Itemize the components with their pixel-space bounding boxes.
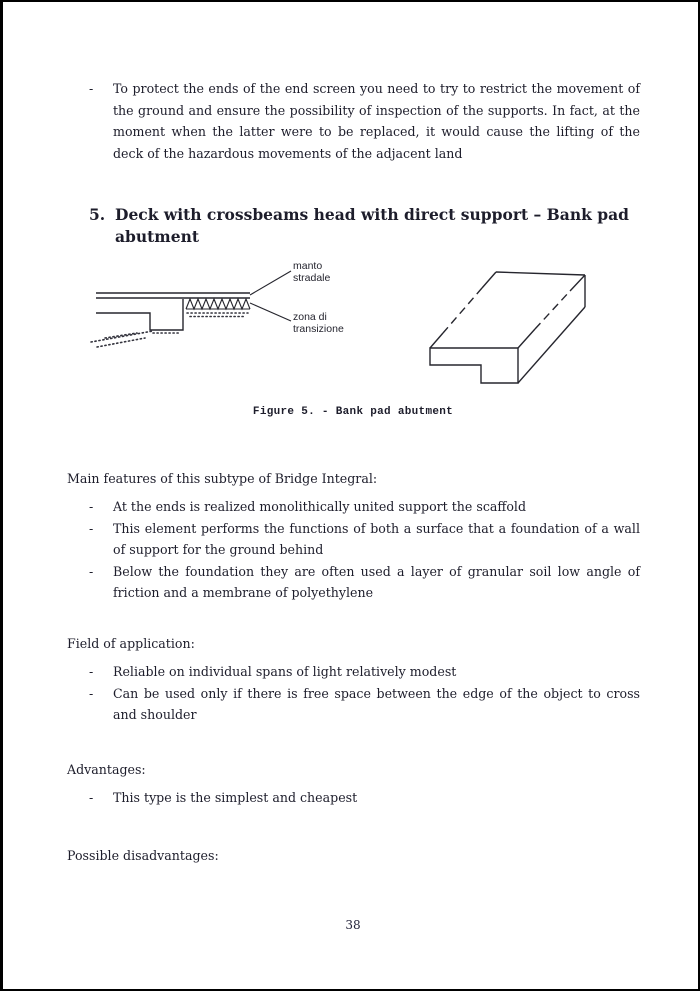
list-item bbox=[89, 496, 640, 518]
cross-section-svg bbox=[73, 252, 363, 357]
label-zona-line2: transizione bbox=[293, 323, 344, 335]
section-title: Field of application: bbox=[67, 636, 195, 651]
section-title: Advantages: bbox=[67, 762, 146, 777]
bullet-marker: - bbox=[89, 520, 94, 536]
right-face-bottom-edge bbox=[518, 307, 585, 383]
list-item bbox=[89, 518, 640, 561]
soil-stipple-3 bbox=[105, 333, 137, 338]
list-item bbox=[89, 683, 640, 726]
heading-number: 5. bbox=[89, 205, 106, 224]
bullet-text: Reliable on individual spans of light relatively modest bbox=[113, 664, 457, 679]
topright-edge-dashed bbox=[535, 291, 570, 329]
leader-line-zona bbox=[250, 303, 291, 321]
section-field-of-application bbox=[67, 633, 640, 726]
abutment-step-outline bbox=[96, 299, 183, 330]
list-item bbox=[89, 561, 640, 604]
label-zona-line1: zona di bbox=[293, 311, 327, 323]
topright-edge-b bbox=[570, 275, 585, 291]
soil-stipple-1 bbox=[91, 331, 153, 342]
transition-zone-hatch bbox=[186, 299, 250, 309]
section-possible-disadvantages bbox=[67, 845, 640, 873]
topleft-edge-b bbox=[430, 333, 443, 348]
section-title: Main features of this subtype of Bridge Integral: bbox=[67, 471, 378, 486]
label-manto-line2: stradale bbox=[293, 272, 331, 284]
bullet-marker: - bbox=[89, 664, 94, 679]
top-back-edge bbox=[496, 272, 585, 275]
label-manto-line1: manto bbox=[293, 260, 323, 272]
intro-bullet-item bbox=[89, 78, 640, 164]
list-item bbox=[89, 787, 640, 809]
bullet-marker: - bbox=[89, 499, 94, 514]
isometric-svg bbox=[423, 258, 598, 390]
bullet-text: Below the foundation they are often used a layer of granular soil low angle of friction and a membrane of polyethylene bbox=[113, 563, 640, 600]
front-step-face bbox=[430, 348, 518, 383]
bullet-marker: - bbox=[89, 790, 94, 805]
section-title: Possible disadvantages: bbox=[67, 848, 219, 863]
section-heading bbox=[89, 204, 649, 248]
leader-line-manto bbox=[250, 271, 291, 295]
bullet-text: Can be used only if there is free space between the edge of the object to cross and shoulder bbox=[113, 685, 640, 722]
bullet-marker: - bbox=[89, 81, 94, 96]
topright-edge-a bbox=[518, 329, 535, 348]
bullet-marker: - bbox=[89, 563, 94, 579]
page-number: 38 bbox=[345, 918, 361, 932]
section-main-features bbox=[67, 468, 640, 604]
list-item bbox=[89, 661, 640, 683]
bullet-text: This type is the simplest and cheapest bbox=[113, 790, 358, 805]
bullet-text: This element performs the functions of both a surface that a foundation of a wall of support for the ground behind bbox=[113, 520, 640, 557]
figure-caption: Figure 5. - Bank pad abutment bbox=[252, 406, 454, 418]
heading-title: Deck with crossbeams head with direct support – Bank pad abutment bbox=[115, 205, 629, 246]
intro-bullet-text: To protect the ends of the end screen you need to try to restrict the movement of the ground and ensure the possibility of inspection of the supports. In fact, at the moment when the latter were to be replaced, it would cause the lifting of the deck of the hazardous movements of the adjacent land bbox=[113, 81, 640, 161]
bullet-marker: - bbox=[89, 685, 94, 701]
bullet-text: At the ends is realized monolithically united support the scaffold bbox=[113, 499, 527, 514]
section-advantages bbox=[67, 759, 640, 809]
topleft-edge-dashed bbox=[443, 288, 482, 333]
figure-cross-section-diagram bbox=[73, 252, 363, 357]
figure-isometric-diagram bbox=[423, 258, 598, 390]
topleft-edge-a bbox=[482, 272, 496, 288]
